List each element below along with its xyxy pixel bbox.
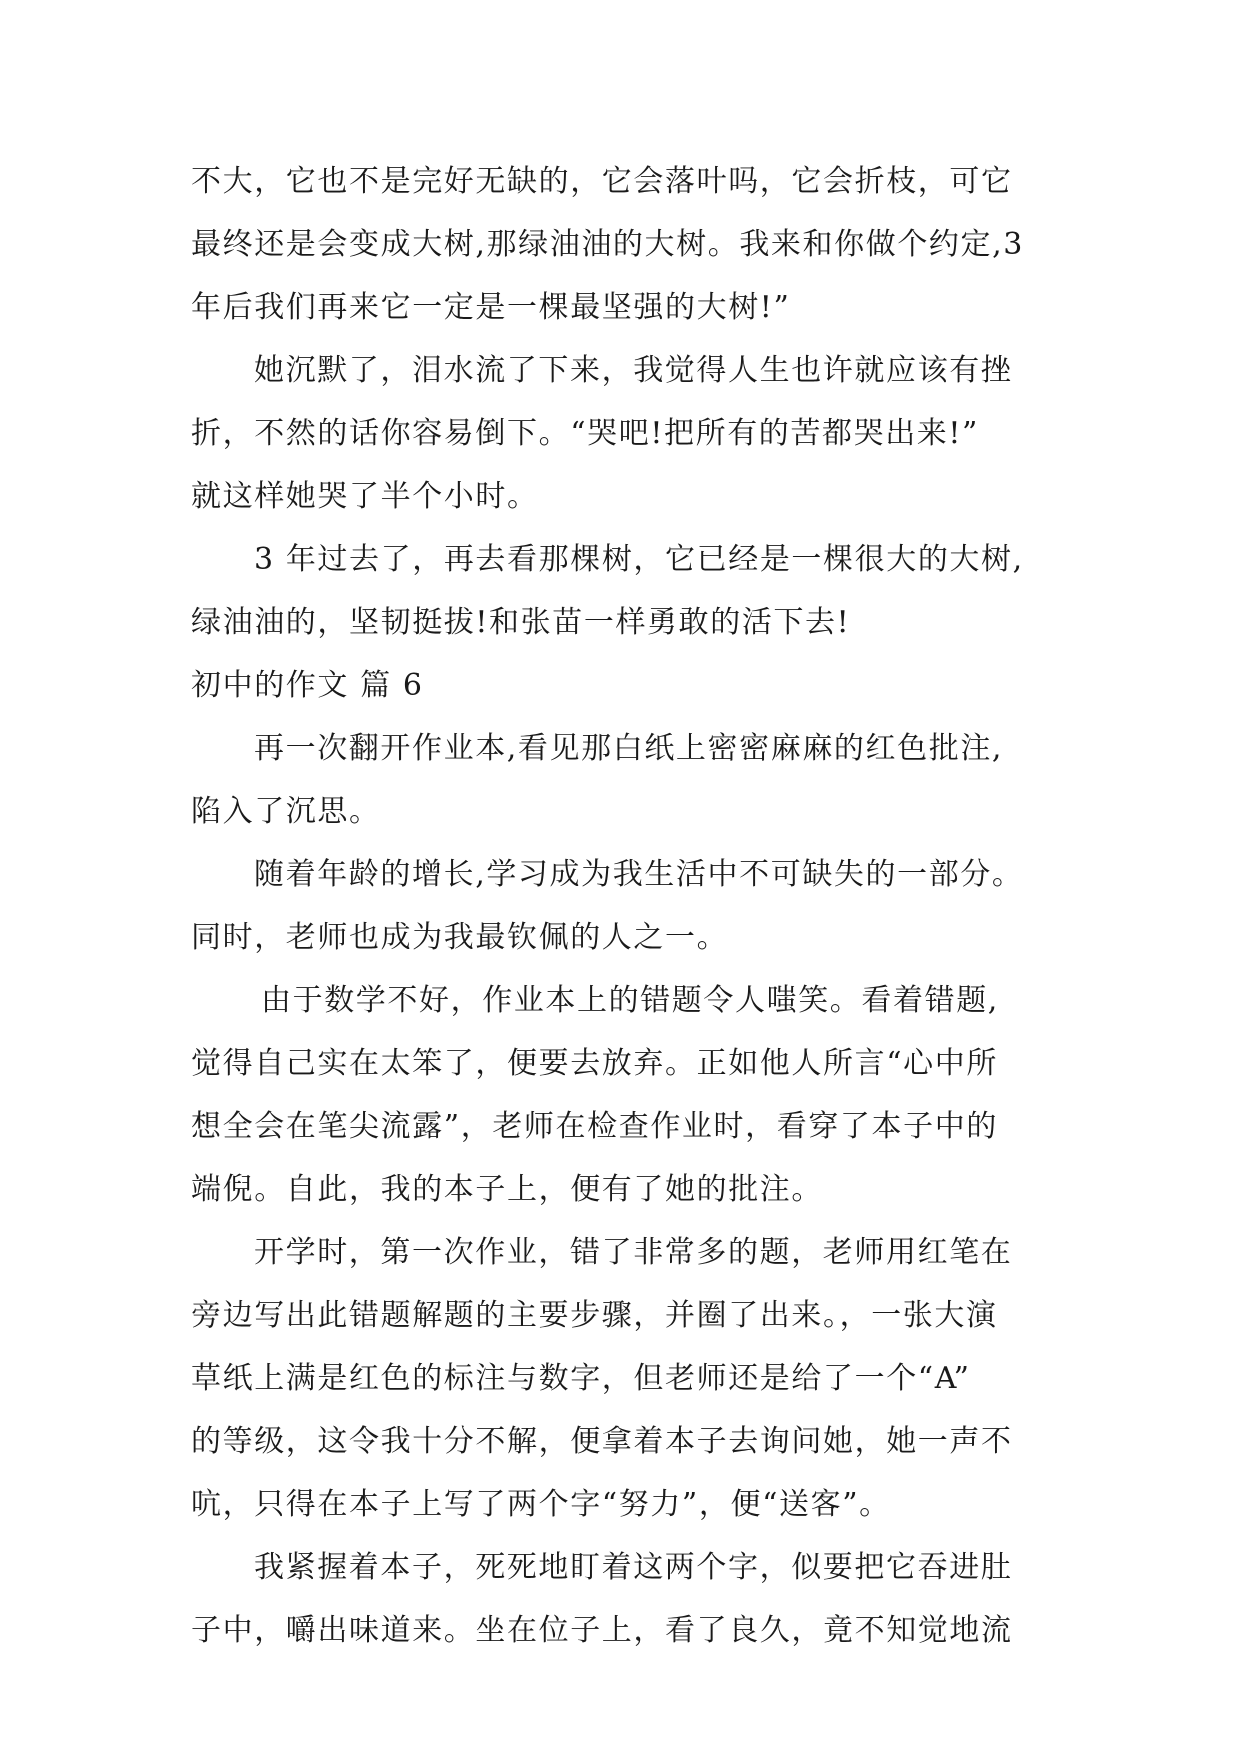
text-line: 绿油油的，坚韧挺拔!和张苗一样勇敢的活下去! (191, 605, 851, 640)
paragraph (191, 969, 1056, 1221)
text-line: 开学时，第一次作业，错了非常多的题，老师用红笔在 (254, 1235, 1013, 1270)
text-line: 再一次翻开作业本,看见那白纸上密密麻麻的红色批注, (254, 731, 1004, 766)
section-heading: 初中的作文 篇 6 (191, 668, 424, 703)
text-line: 由于数学不好，作业本上的错题令人嗤笑。看着错题, (261, 983, 999, 1018)
text-line: 吭，只得在本子上写了两个字“努力”，便“送客”。 (191, 1487, 891, 1522)
text-line: 就这样她哭了半个小时。 (191, 479, 539, 514)
text-line: 我紧握着本子，死死地盯着这两个字，似要把它吞进肚 (254, 1550, 1013, 1585)
text-line: 随着年龄的增长,学习成为我生活中不可缺失的一部分。 (254, 857, 1024, 892)
text-line: 的等级，这令我十分不解，便拿着本子去询问她，她一声不 (191, 1424, 1013, 1459)
text-line: 旁边写出此错题解题的主要步骤，并圈了出来。，一张大演 (191, 1298, 998, 1333)
paragraph (191, 1536, 1056, 1662)
text-line: 3 年过去了，再去看那棵树，它已经是一棵很大的大树, (254, 542, 1024, 577)
text-line: 草纸上满是红色的标注与数字，但老师还是给了一个“A” (191, 1361, 971, 1396)
paragraph (191, 717, 1056, 843)
text-line: 觉得自己实在太笨了，便要去放弃。正如他人所言“心中所 (191, 1046, 998, 1081)
text-line: 同时，老师也成为我最钦佩的人之一。 (191, 920, 729, 955)
text-line: 端倪。自此，我的本子上，便有了她的批注。 (191, 1172, 823, 1207)
text-line: 陷入了沉思。 (191, 794, 381, 829)
text-line: 她沉默了，泪水流了下来，我觉得人生也许就应该有挫 (254, 353, 1013, 388)
text-line: 年后我们再来它一定是一棵最坚强的大树!” (191, 290, 791, 325)
paragraph (191, 1221, 1056, 1536)
paragraph (191, 150, 1056, 339)
paragraph (191, 843, 1056, 969)
text-line: 不大，它也不是完好无缺的，它会落叶吗，它会折枝，可它 (191, 164, 1013, 199)
paragraph (191, 339, 1056, 528)
text-line: 折，不然的话你容易倒下。“哭吧!把所有的苦都哭出来!” (191, 416, 979, 451)
document-body (191, 150, 1056, 1662)
paragraph (191, 528, 1056, 654)
text-line: 最终还是会变成大树,那绿油油的大树。我来和你做个约定,3 (191, 227, 1024, 262)
text-line: 想全会在笔尖流露”，老师在检查作业时，看穿了本子中的 (191, 1109, 998, 1144)
text-line: 子中，嚼出味道来。坐在位子上，看了良久，竟不知觉地流 (191, 1613, 1013, 1648)
